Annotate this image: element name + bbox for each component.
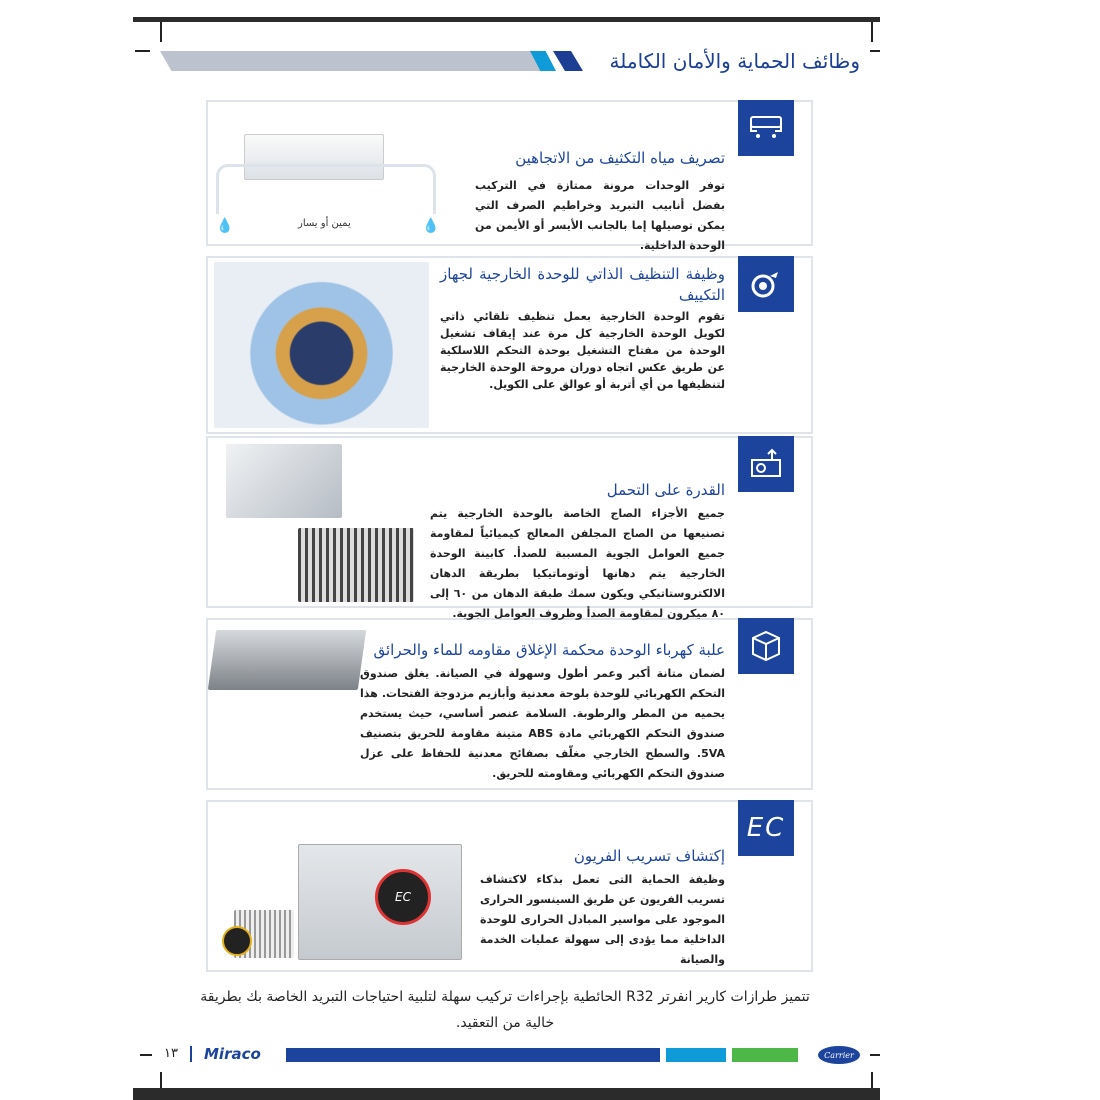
sheet-metal-image bbox=[226, 444, 342, 518]
feature-body: جميع الأجزاء الصاج الخاصة بالوحدة الخارجية يتم تصنيعها من الصاج المجلفن المعالج كيميائياً لمقاومة جميع العوامل الجوية المسببة للصدأ. كابينة الوحدة الخارجية يتم دهانها أوتوماتيكيا بطريقة الدهان الالكتروستاتيكي ويكون سمك طبقة الدهان من ٦٠ إلى ٨٠ ميكرون لمقاومة الصدأ وظروف العوامل الجوية. bbox=[430, 507, 726, 620]
crop-mark bbox=[871, 22, 873, 42]
feature-body: تقوم الوحدة الخارجية بعمل تنظيف تلقائي ذاتي لكويل الوحدة الخارجية كل مرة عند إيقاف تشغيل الوحدة من مفتاح التشغيل بوحدة التحكم اللاسلكية عن طريق عكس اتجاه دوران مروحة الوحدة الخارجية لتنظيفها من أي أتربة أو عوالق على الكويل. bbox=[440, 310, 725, 391]
crop-mark bbox=[871, 1072, 873, 1088]
feature-body: وظيفة الحماية التى تعمل بذكاء لاكتشاف تسريب الفريون عن طريق السينسور الحرارى الموجود على مواسير المبادل الحرارى للوحدة الداخلية مما يؤدى إلى سهولة عمليات الخدمة والصيانة bbox=[480, 873, 725, 966]
feature-title: إكتشاف تسريب الفريون bbox=[573, 847, 725, 865]
ec-icon: EC bbox=[738, 800, 794, 856]
crop-mark bbox=[140, 1054, 152, 1056]
room-image bbox=[298, 844, 462, 960]
feature-electric-box bbox=[206, 618, 813, 790]
crop-mark bbox=[870, 1054, 880, 1056]
feature-leak-detection bbox=[206, 800, 813, 972]
crop-mark bbox=[160, 1072, 162, 1088]
feature-title: علبة كهرباء الوحدة محكمة الإغلاق مقاومه للماء والحرائق bbox=[373, 641, 725, 659]
durability-icon bbox=[738, 436, 794, 492]
footer-blue-bar bbox=[286, 1048, 660, 1062]
drain-icon bbox=[738, 100, 794, 156]
bottom-edge bbox=[133, 1088, 880, 1100]
footer-cyan-bar bbox=[666, 1048, 726, 1062]
feature-body: لضمان متانة أكبر وعمر أطول وسهولة في الصيانة. يغلق صندوق التحكم الكهربائي للوحدة بلوحة معدنية وأبازيم مزدوجة الفتحات. هذا يحميه من المطر والرطوبة. السلامة عنصر أساسي، حيث يستخدم صندوق التحكم الكهربائي مادة ABS متينة مقاومة للحريق بتصنيف 5VA. والسطح الخارجي مغلّف بصفائح معدنية للحفاظ على عزل صندوق التحكم الكهربائي ومقاومته للحريق. bbox=[360, 667, 725, 780]
drop-icon: 💧 bbox=[422, 218, 440, 234]
feature-title: وظيفة التنظيف الذاتي للوحدة الخارجية لجهاز التكييف bbox=[440, 265, 725, 304]
carrier-logo: Carrier bbox=[818, 1046, 860, 1064]
outdoor-unit-grille-image bbox=[298, 528, 414, 602]
feature-title: القدرة على التحمل bbox=[606, 481, 725, 499]
crop-mark bbox=[870, 50, 880, 52]
feature-self-clean bbox=[206, 256, 813, 434]
box-icon bbox=[738, 618, 794, 674]
footer-text: تتميز طرازات كارير انفرتر R32 الحائطية بإجراءات تركيب سهلة لتلبية احتياجات التبريد الخاصة بك بطريقة خالية من التعقيد. bbox=[200, 989, 810, 1031]
page-title: وظائف الحماية والأمان الكاملة bbox=[609, 49, 860, 73]
feature-body: توفر الوحدات مرونة ممتازة في التركيب بفضل أنابيب التبريد وخراطيم الصرف التي يمكن توصيلها إما بالجانب الأيسر أو الأيمن من الوحدة الداخلية. bbox=[475, 179, 725, 252]
feature-drain bbox=[206, 100, 813, 252]
divider bbox=[190, 1046, 192, 1062]
feature-title: تصريف مياه التكثيف من الاتجاهين bbox=[515, 149, 725, 167]
drop-icon: 💧 bbox=[216, 218, 234, 234]
miraco-logo: Miraco bbox=[204, 1045, 261, 1063]
error-display: EC bbox=[375, 869, 431, 925]
feature-durability bbox=[206, 436, 813, 620]
crop-mark bbox=[160, 22, 162, 42]
pipe-illustration bbox=[216, 164, 436, 214]
outdoor-unit-fan-image bbox=[214, 262, 429, 428]
page-number: ١٣ bbox=[164, 1046, 178, 1061]
warning-icon bbox=[222, 926, 252, 956]
self-clean-icon bbox=[738, 256, 794, 312]
electric-box-image bbox=[208, 630, 366, 690]
footer-green-bar bbox=[732, 1048, 798, 1062]
image-caption: يمين أو يسار bbox=[298, 218, 351, 229]
header-gray-bar bbox=[160, 51, 540, 71]
crop-mark bbox=[135, 50, 150, 52]
